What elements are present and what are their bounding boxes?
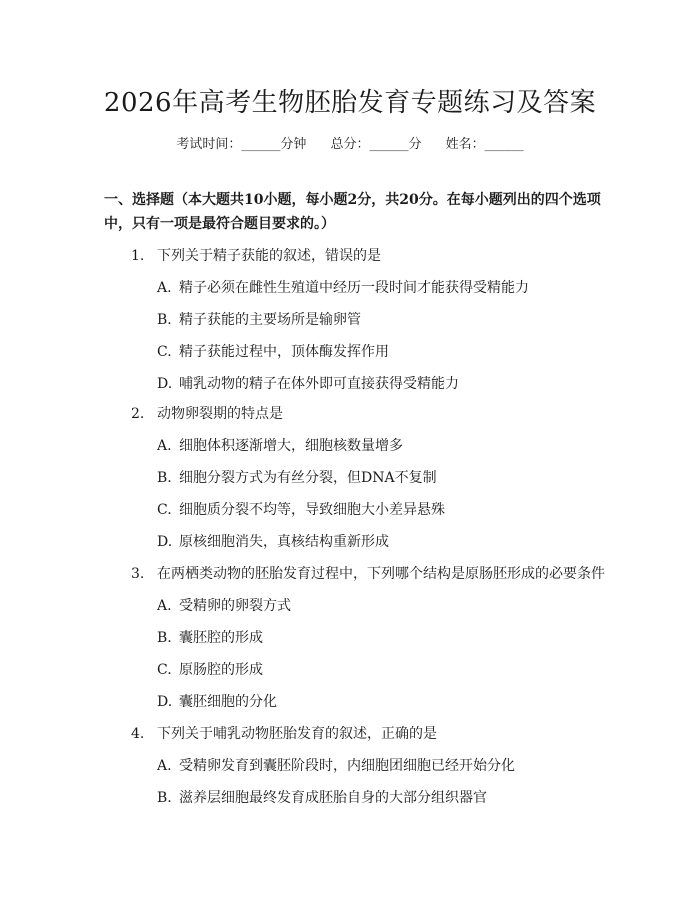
question-number: 1. — [131, 248, 145, 264]
answer-option — [157, 435, 403, 455]
student-name-field: 姓名：______ — [445, 137, 524, 152]
answer-option — [157, 467, 437, 487]
option-text: 精子必须在雌性生殖道中经历一段时间才能获得受精能力 — [179, 280, 529, 296]
answer-option — [157, 755, 515, 775]
question-stem — [131, 723, 437, 743]
option-text: 精子获能过程中，顶体酶发挥作用 — [179, 344, 389, 360]
question-number: 3. — [131, 566, 145, 582]
question-number: 4. — [131, 726, 145, 742]
total-score-field: 总分：______分 — [330, 137, 422, 152]
option-letter: B. — [157, 312, 172, 328]
answer-option — [157, 595, 291, 615]
option-letter: A. — [157, 598, 172, 614]
answer-option — [157, 787, 487, 807]
option-text: 囊胚腔的形成 — [179, 630, 263, 646]
option-text: 原肠腔的形成 — [179, 662, 263, 678]
option-text: 滋养层细胞最终发育成胚胎自身的大部分组织器官 — [179, 790, 487, 806]
option-text: 原核细胞消失，真核结构重新形成 — [179, 534, 389, 550]
question-stem — [131, 563, 605, 583]
option-text: 受精卵的卵裂方式 — [179, 598, 291, 614]
option-text: 细胞分裂方式为有丝分裂，但DNA不复制 — [179, 470, 437, 486]
answer-option — [157, 499, 445, 519]
option-letter: D. — [157, 534, 173, 550]
option-letter: C. — [157, 502, 172, 518]
answer-option — [157, 627, 263, 647]
question-stem — [131, 245, 381, 265]
option-text: 细胞质分裂不均等，导致细胞大小差异悬殊 — [179, 502, 445, 518]
option-letter: A. — [157, 758, 172, 774]
option-text: 精子获能的主要场所是输卵管 — [179, 312, 361, 328]
question-text: 在两栖类动物的胚胎发育过程中，下列哪个结构是原肠胚形成的必要条件 — [157, 566, 605, 582]
option-text: 哺乳动物的精子在体外即可直接获得受精能力 — [179, 376, 459, 392]
option-letter: B. — [157, 470, 172, 486]
option-text: 细胞体积逐渐增大，细胞核数量增多 — [179, 438, 403, 454]
option-letter: A. — [157, 280, 172, 296]
answer-option — [157, 309, 361, 329]
answer-option — [157, 373, 459, 393]
question-text: 下列关于哺乳动物胚胎发育的叙述，正确的是 — [157, 726, 437, 742]
option-text: 囊胚细胞的分化 — [179, 694, 277, 710]
section-header: 一、选择题（本大题共10小题，每小题2分，共20分。在每小题列出的四个选项中，只有一项是最符合题目要求的。） — [104, 192, 601, 232]
option-text: 受精卵发育到囊胚阶段时，内细胞团细胞已经开始分化 — [179, 758, 515, 774]
answer-option — [157, 341, 389, 361]
option-letter: C. — [157, 662, 172, 678]
question-number: 2. — [131, 406, 145, 422]
answer-option — [157, 531, 389, 551]
option-letter: D. — [157, 376, 173, 392]
question-text: 动物卵裂期的特点是 — [157, 406, 283, 422]
question-text: 下列关于精子获能的叙述，错误的是 — [157, 248, 381, 264]
exam-info-line — [0, 133, 700, 152]
question-stem — [131, 403, 283, 423]
option-letter: B. — [157, 790, 172, 806]
option-letter: C. — [157, 344, 172, 360]
answer-option — [157, 277, 529, 297]
page-title: 2026年高考生物胚胎发育专题练习及答案 — [103, 88, 597, 118]
option-letter: D. — [157, 694, 173, 710]
option-letter: B. — [157, 630, 172, 646]
option-letter: A. — [157, 438, 172, 454]
exam-time-field: 考试时间：______分钟 — [176, 137, 307, 152]
answer-option — [157, 659, 263, 679]
answer-option — [157, 691, 277, 711]
